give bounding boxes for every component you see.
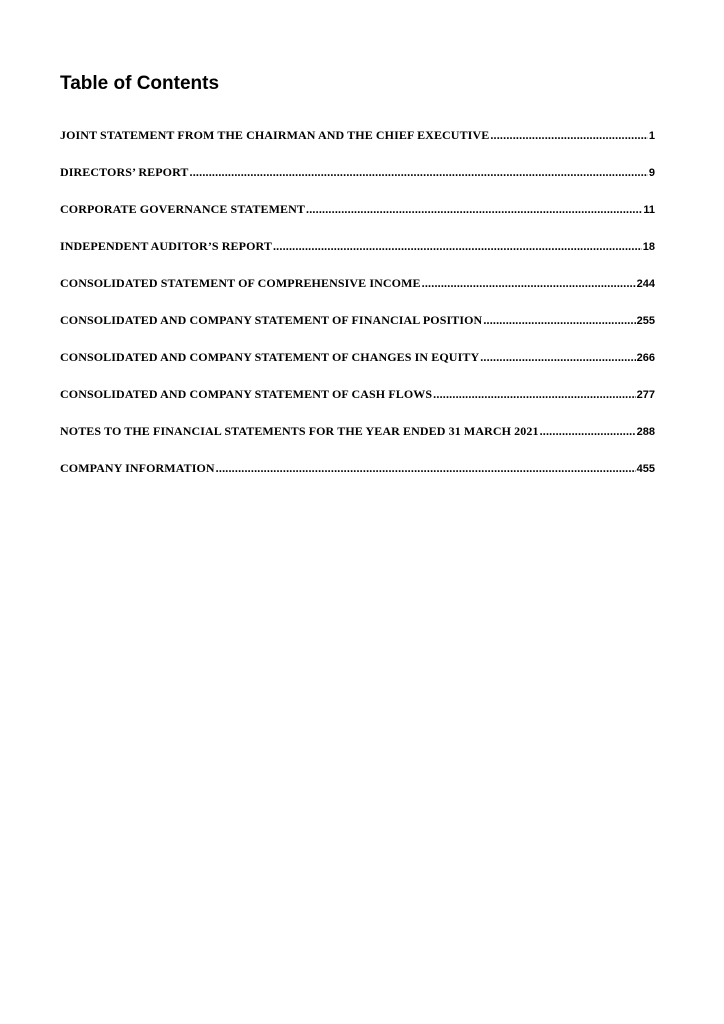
toc-leader-dots xyxy=(433,387,635,402)
toc-entry-page: 266 xyxy=(636,352,655,364)
toc-entry[interactable] xyxy=(60,424,655,461)
toc-entry-label: INDEPENDENT AUDITOR’S REPORT xyxy=(60,239,272,253)
toc-entry-label: JOINT STATEMENT FROM THE CHAIRMAN AND THE CHIEF EXECUTIVE xyxy=(60,128,490,142)
toc-entry-page: 455 xyxy=(636,463,655,475)
toc-entry[interactable] xyxy=(60,202,655,239)
toc-entry-page: 288 xyxy=(636,426,655,438)
toc-entry-page: 18 xyxy=(642,241,655,253)
toc-leader-dots xyxy=(483,313,635,328)
toc-entry[interactable] xyxy=(60,128,655,165)
toc-entry-label: CONSOLIDATED AND COMPANY STATEMENT OF FINANCIAL POSITION xyxy=(60,313,483,327)
toc-entry-label: CONSOLIDATED AND COMPANY STATEMENT OF CHANGES IN EQUITY xyxy=(60,350,480,364)
toc-entry-page: 9 xyxy=(648,167,655,179)
toc-leader-dots xyxy=(540,424,636,439)
toc-entry-label: DIRECTORS’ REPORT xyxy=(60,165,189,179)
toc-entry[interactable] xyxy=(60,461,655,498)
toc-entry-label: CONSOLIDATED AND COMPANY STATEMENT OF CASH FLOWS xyxy=(60,387,433,401)
toc-entry[interactable] xyxy=(60,387,655,424)
toc-leader-dots xyxy=(490,128,648,143)
toc-entry-page: 244 xyxy=(636,278,655,290)
toc-entry[interactable] xyxy=(60,313,655,350)
toc-entry-label: CORPORATE GOVERNANCE STATEMENT xyxy=(60,202,306,216)
toc-leader-dots xyxy=(306,202,642,217)
toc-entry-label: CONSOLIDATED STATEMENT OF COMPREHENSIVE INCOME xyxy=(60,276,421,290)
toc-entry-page: 255 xyxy=(636,315,655,327)
toc-leader-dots xyxy=(480,350,635,365)
toc-leader-dots xyxy=(190,165,648,180)
toc-entry[interactable] xyxy=(60,276,655,313)
toc-entry[interactable] xyxy=(60,165,655,202)
page-title: Table of Contents xyxy=(60,73,220,94)
toc-leader-dots xyxy=(422,276,636,291)
toc-entry-page: 1 xyxy=(648,130,655,142)
toc-entry[interactable] xyxy=(60,239,655,276)
toc-leader-dots xyxy=(216,461,636,476)
toc-entry-page: 277 xyxy=(636,389,655,401)
toc-entry-label: NOTES TO THE FINANCIAL STATEMENTS FOR THE YEAR ENDED 31 MARCH 2021 xyxy=(60,424,539,438)
toc-leader-dots xyxy=(273,239,642,254)
toc-entry-page: 11 xyxy=(643,204,655,216)
toc-entry[interactable] xyxy=(60,350,655,387)
toc-list xyxy=(60,128,655,498)
toc-entry-label: COMPANY INFORMATION xyxy=(60,461,215,475)
